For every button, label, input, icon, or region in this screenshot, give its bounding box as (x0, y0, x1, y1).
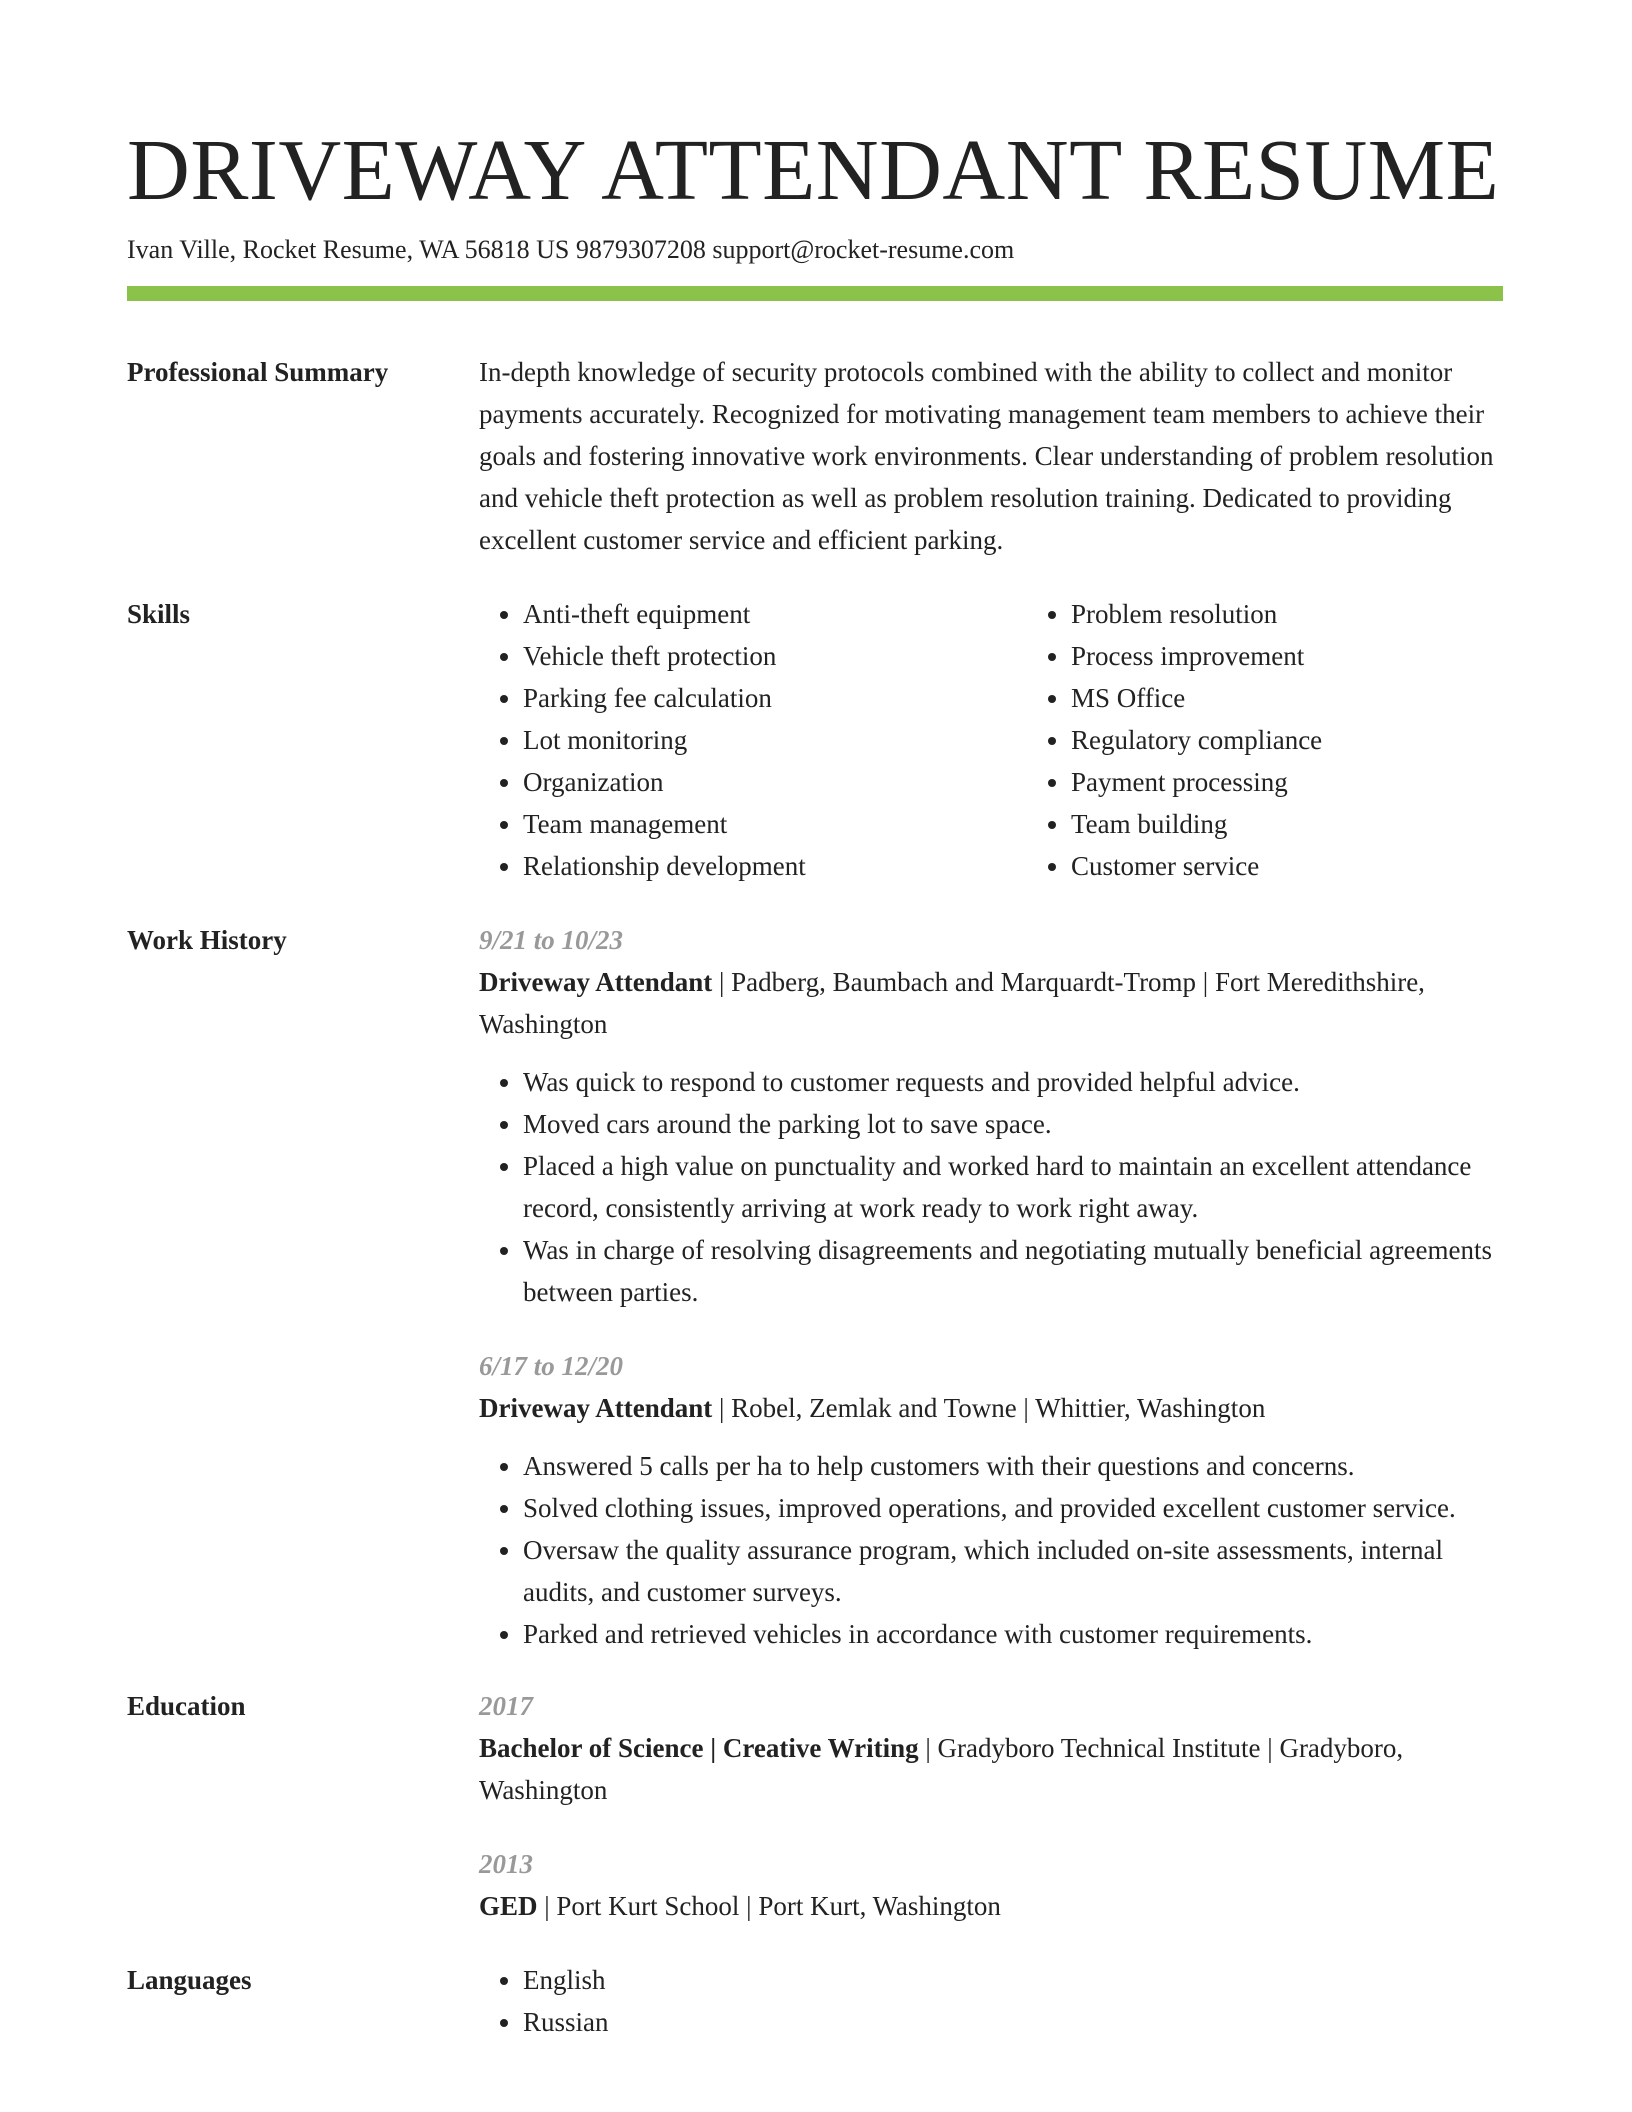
work-history-section (127, 919, 1503, 1655)
skill-item: • Team management (523, 803, 1027, 845)
skill-item: • Regulatory compliance (1071, 719, 1322, 761)
education-entry (479, 1843, 1503, 1927)
education-degree: Bachelor of Science | Creative Writing (479, 1733, 919, 1763)
job-heading (479, 1387, 1503, 1429)
language-item: • Russian (523, 2001, 1503, 2043)
job-bullet: • Was in charge of resolving disagreements and negotiating mutually beneficial agreements between parties. (523, 1229, 1503, 1313)
job-entry (479, 1345, 1503, 1655)
skills-list (479, 593, 1503, 887)
skill-item: • Team building (1071, 803, 1322, 845)
work-history-list (479, 919, 1503, 1655)
section-label-summary: Professional Summary (127, 357, 389, 387)
job-title: Driveway Attendant (479, 1393, 713, 1423)
job-bullets (479, 1445, 1503, 1655)
skill-item: • Customer service (1071, 845, 1322, 887)
education-details: | Port Kurt School | Port Kurt, Washington (537, 1891, 1001, 1921)
education-year: 2017 (479, 1691, 533, 1721)
skill-item: • Payment processing (1071, 761, 1322, 803)
job-heading (479, 961, 1503, 1045)
job-bullet: • Placed a high value on punctuality and worked hard to maintain an excellent attendance record, consistently arriving at work ready to work right away. (523, 1145, 1503, 1229)
summary-section (127, 351, 1503, 561)
language-items (479, 1959, 1503, 2043)
skill-item: • Lot monitoring (523, 719, 1027, 761)
skills-column-left (479, 593, 1027, 887)
job-details: | Robel, Zemlak and Towne | Whittier, Washington (712, 1393, 1266, 1423)
language-item: • English (523, 1959, 1503, 2001)
skill-item: • MS Office (1071, 677, 1322, 719)
job-bullet: • Oversaw the quality assurance program, which included on-site assessments, internal audits, and customer surveys. (523, 1529, 1503, 1613)
job-bullet: • Parked and retrieved vehicles in accordance with customer requirements. (523, 1613, 1503, 1655)
languages-section (127, 1959, 1503, 2043)
skill-item: • Organization (523, 761, 1027, 803)
job-dates: 6/17 to 12/20 (479, 1351, 624, 1381)
resume-title: DRIVEWAY ATTENDANT RESUME (127, 121, 1500, 218)
job-title: Driveway Attendant (479, 967, 713, 997)
job-dates: 9/21 to 10/23 (479, 925, 624, 955)
skills-section (127, 593, 1503, 887)
skill-item: • Vehicle theft protection (523, 635, 1027, 677)
contact-line: Ivan Ville, Rocket Resume, WA 56818 US 9879307208 support@rocket-resume.com (127, 235, 1015, 264)
education-entry (479, 1685, 1503, 1811)
section-label-languages: Languages (127, 1965, 252, 1995)
education-year: 2013 (479, 1849, 533, 1879)
section-label-skills: Skills (127, 599, 191, 629)
summary-text: In-depth knowledge of security protocols combined with the ability to collect and monitor payments accurately. Recognized for motivating management team members to achieve their goals and fostering innovative work environments. Clear understanding of problem resolution and vehicle theft protection as well as problem resolution training. Dedicated to providing excellent customer service and efficient parking. (479, 357, 1494, 555)
skill-item: • Anti-theft equipment (523, 593, 1027, 635)
job-bullet: • Moved cars around the parking lot to save space. (523, 1103, 1503, 1145)
education-details: | Gradyboro Technical Institute | Gradyboro, Washington (479, 1733, 1404, 1805)
skills-column-right (1027, 593, 1322, 887)
education-degree: GED (479, 1891, 538, 1921)
job-bullet: • Solved clothing issues, improved operations, and provided excellent customer service. (523, 1487, 1503, 1529)
job-details: | Padberg, Baumbach and Marquardt-Tromp | Fort Meredithshire, Washington (479, 967, 1425, 1039)
section-label-work: Work History (127, 925, 287, 955)
resume-page (127, 120, 1503, 2043)
skill-item: • Relationship development (523, 845, 1027, 887)
job-bullet: • Was quick to respond to customer requests and provided helpful advice. (523, 1061, 1503, 1103)
education-heading (479, 1727, 1503, 1811)
job-bullets (479, 1061, 1503, 1313)
education-heading (479, 1885, 1503, 1927)
education-section (127, 1685, 1503, 1927)
skill-item: • Problem resolution (1071, 593, 1322, 635)
job-entry (479, 919, 1503, 1313)
header-divider (127, 286, 1503, 301)
section-label-education: Education (127, 1691, 246, 1721)
skill-item: • Process improvement (1071, 635, 1322, 677)
languages-list (479, 1959, 1503, 2043)
education-list (479, 1685, 1503, 1927)
skill-item: • Parking fee calculation (523, 677, 1027, 719)
job-bullet: • Answered 5 calls per ha to help customers with their questions and concerns. (523, 1445, 1503, 1487)
